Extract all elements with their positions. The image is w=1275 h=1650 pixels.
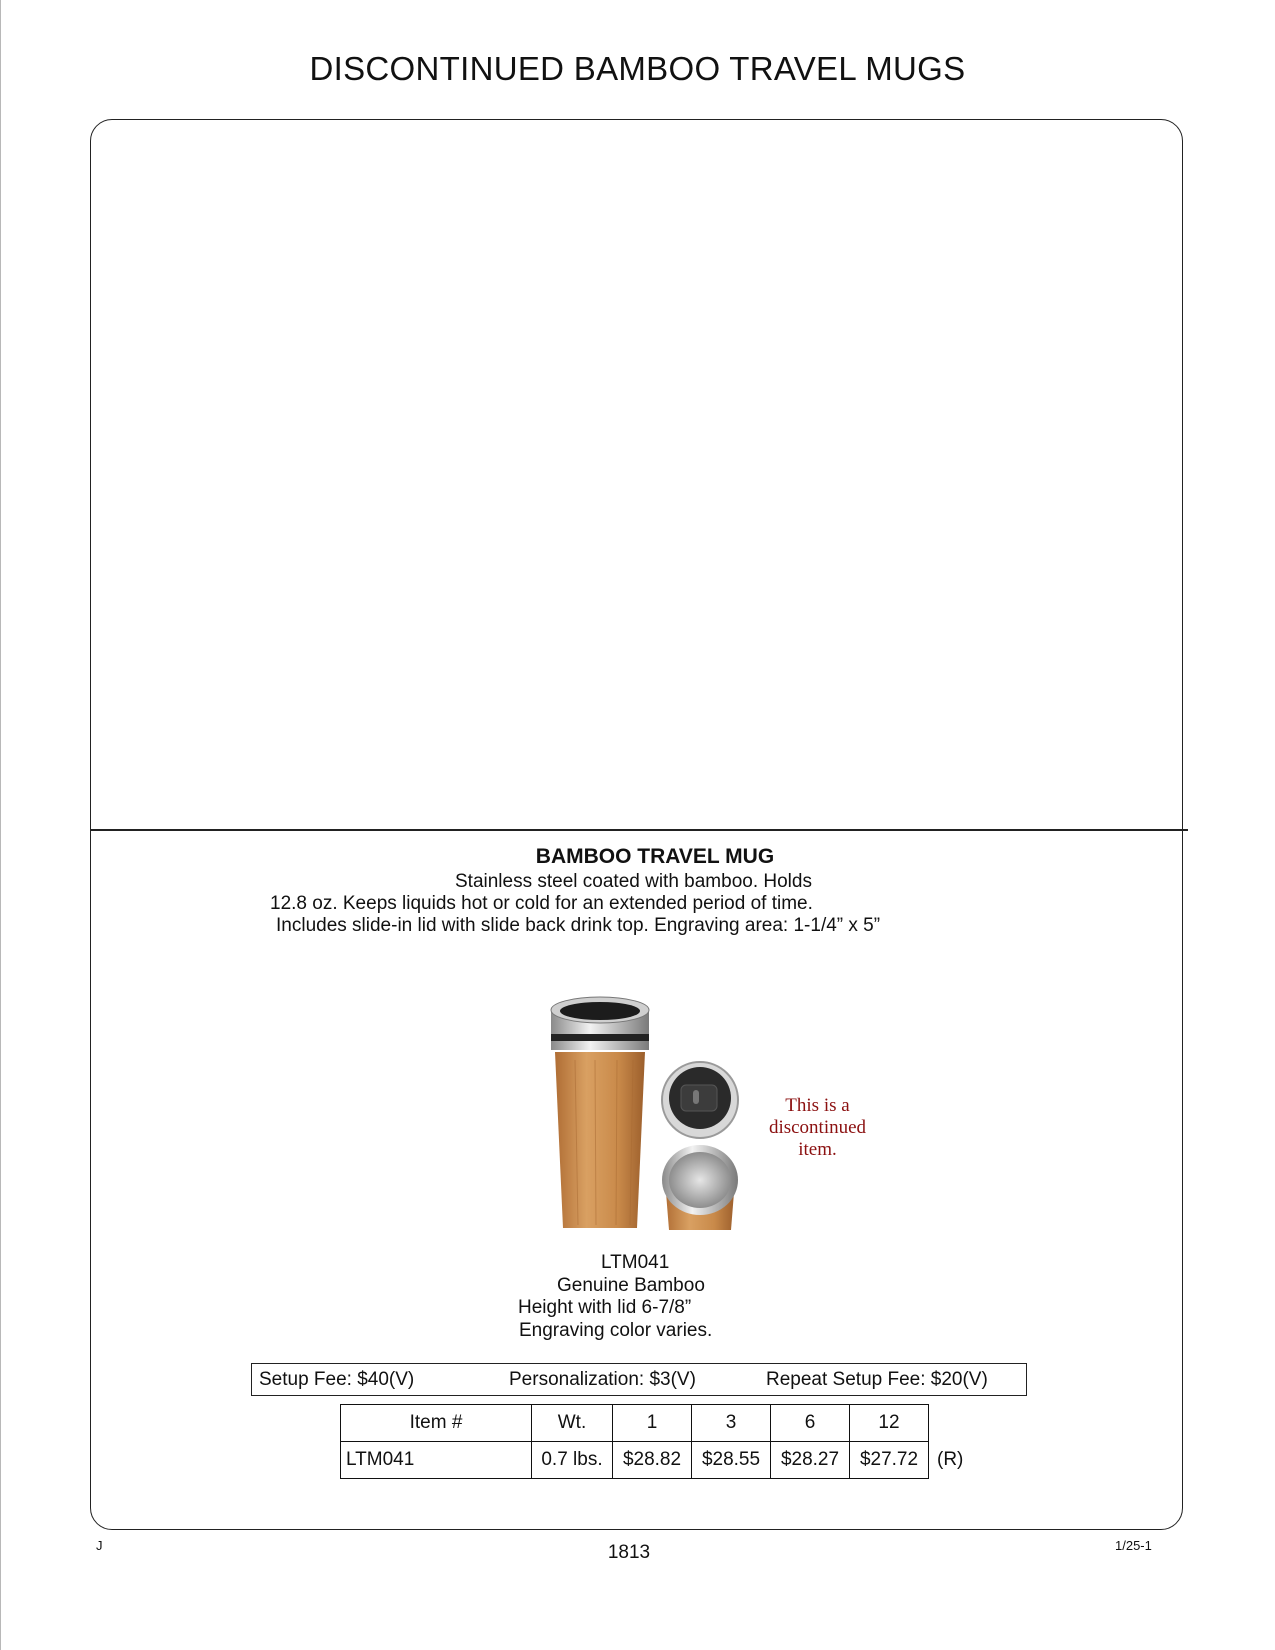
cell-price-qty-12: $27.72 [850,1442,929,1479]
product-title: BAMBOO TRAVEL MUG [535,845,775,868]
discontinued-notice-line: This is a [785,1095,850,1116]
cell-item-number: LTM041 [341,1442,532,1479]
item-number-caption: LTM041 [601,1252,670,1273]
repeat-setup-fee: Repeat Setup Fee: $20(V) [766,1369,988,1390]
header-item-number: Item # [341,1405,532,1442]
cell-weight: 0.7 lbs. [532,1442,613,1479]
product-description-line: Stainless steel coated with bamboo. Holds [455,871,812,892]
header-qty-6: 6 [771,1405,850,1442]
header-qty-3: 3 [692,1405,771,1442]
header-weight: Wt. [532,1405,613,1442]
page-title: DISCONTINUED BAMBOO TRAVEL MUGS [309,50,966,87]
table-row [341,1442,929,1479]
personalization-fee: Personalization: $3(V) [509,1369,696,1390]
fees-box [251,1363,1027,1396]
cell-price-qty-3: $28.55 [692,1442,771,1479]
material-caption: Genuine Bamboo [557,1275,705,1296]
footer-revision-code: 1/25-1 [1115,1538,1152,1553]
table-header-row [341,1405,929,1442]
discontinued-notice-line: discontinued [768,1117,867,1138]
price-table [340,1404,929,1479]
header-qty-12: 12 [850,1405,929,1442]
bamboo-mug-photo [545,980,750,1240]
cell-price-qty-6: $28.27 [771,1442,850,1479]
discontinued-notice-line: item. [798,1139,837,1160]
left-margin-rule [0,0,1,1650]
product-description-line: Includes slide-in lid with slide back drink top. Engraving area: 1-1/4” x 5” [276,915,881,936]
header-qty-1: 1 [613,1405,692,1442]
setup-fee: Setup Fee: $40(V) [259,1369,415,1390]
height-caption: Height with lid 6-7/8” [518,1297,692,1318]
engraving-caption: Engraving color varies. [519,1320,713,1341]
product-description-line: 12.8 oz. Keeps liquids hot or cold for an extended period of time. [270,893,813,914]
discontinued-notice [760,1095,875,1161]
section-divider [90,829,1188,831]
footer-left-code: J [96,1538,103,1553]
page-number: 1813 [607,1542,651,1563]
price-code-tag: (R) [937,1449,964,1470]
cell-price-qty-1: $28.82 [613,1442,692,1479]
